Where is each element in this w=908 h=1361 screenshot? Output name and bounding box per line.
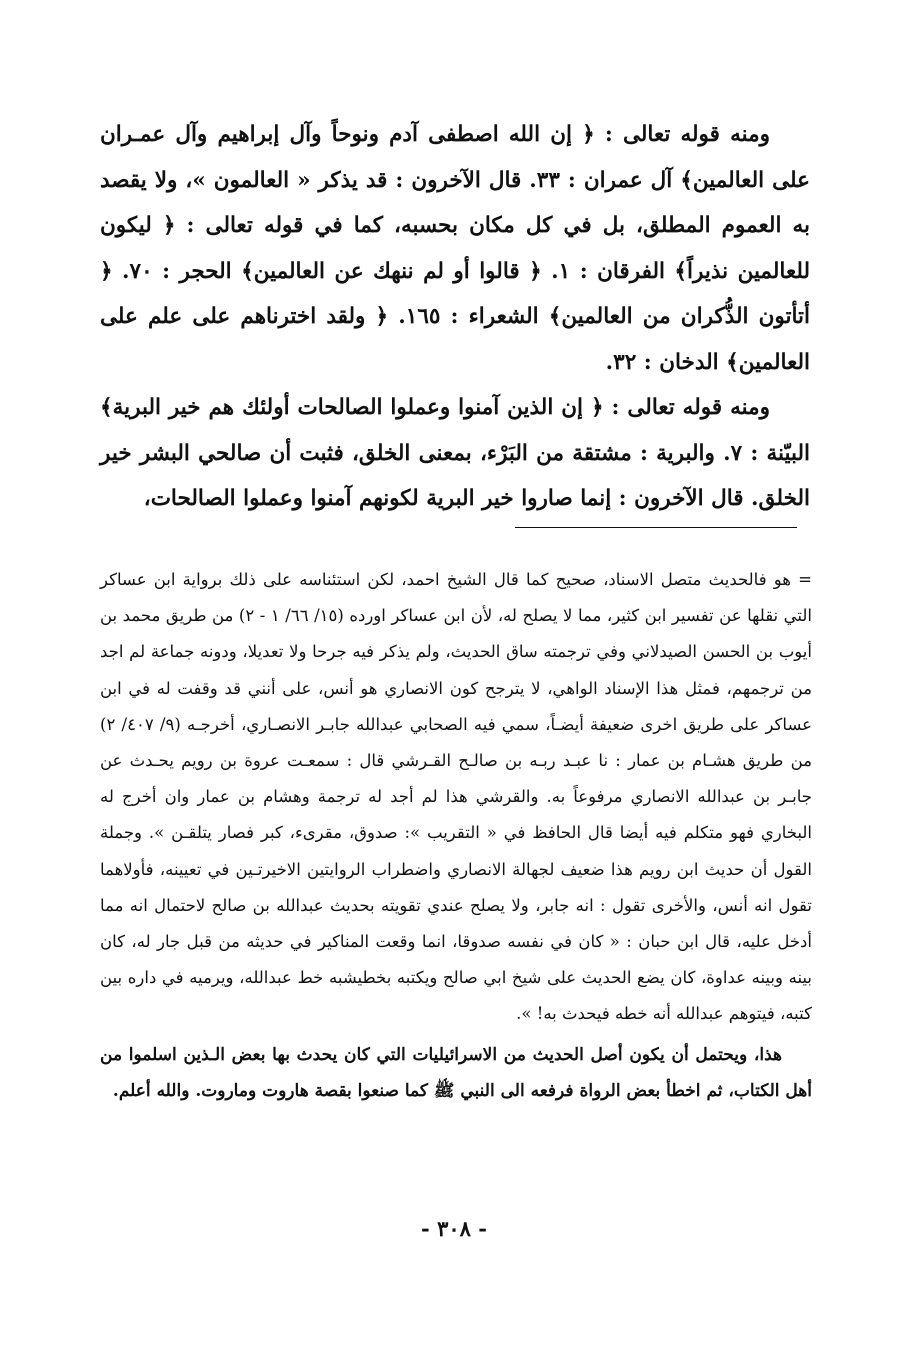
main-text-block xyxy=(100,112,810,522)
footnote-block xyxy=(100,562,812,1109)
main-paragraph-2: ومنه قوله تعالى : ﴿ إن الذين آمنوا وعملوا الصالحات أولئك هم خير البرية﴾ البيّنة : ٧. والبرية : مشتقة من البَرْء، بمعنى الخلق، فثبت أن صالحي البشر خير الخلق. قال الآخرون : إنما صاروا خير البرية لكونهم آمنوا وعملوا الصالحات، xyxy=(100,395,811,511)
page-number: - ٣٠٨ - xyxy=(421,1216,487,1241)
footnote-separator xyxy=(515,527,797,528)
footnote-paragraph-1: = هو فالحديث متصل الاسناد، صحيح كما قال الشيخ احمد، لكن استئناسه على ذلك برواية ابن عساكر التي نقلها عن تفسير ابن كثير، مما لا يصلح له، لأن ابن عساكر اورده (١٥/ ٦٦/ ١ - ٢) من طريق محمد بن أيوب بن الحسن الصيدلاني وفي ترجمته ساق الحديث، ولم يذكر فيه جرحا ولا تعديلا، ودونه جماعة لم اجد من ترجمهم، فمثل هذا الإسناد الواهي، لا يترجح كون الانصاري هو أنس، على أنني قد وقفت له في ابن عساكر على طريق اخرى ضعيفة أيضـاً، سمي فيه الصحابي عبدالله جابـر الانصـاري، أخرجـه (٩/ ٤٠٧/ ٢) من طريق هشـام بن عمار : نا عبـد ربـه بن صالـح القـرشي قال : سمعـت عروة بن رويم يحـدث عن جابـر بن عبدالله الانصاري مرفوعاً به. والقرشي هذا لم أجد له ترجمة وهشام بن عمار وان أخرج له البخاري فهو متكلم فيه أيضا قال الحافظ في « التقريب »: صدوق، مقرىء، كبر فصار يتلقـن ». وجملة القول أن حديث ابن رويم هذا ضعيف لجهالة الانصاري واضطراب الروايتين الاخيرتـين في تعيينه، فأولاهما تقول انه أنس، والأخرى تقول : انه جابر، ولا يصلح عندي تقويته بحديث عبدالله بن صالح لاحتمال انه مما أدخل عليه، قال ابن حبان : « كان في نفسه صدوقا، انما وقعت المناكير في حديثه من قبل جار له، كان بينه وبينه عداوة، كان يضع الحديث على شيخ ابي صالح ويكتبه بخطيشبه خط عبدالله، ويرميه في داره بين كتبه، فيتوهم عبدالله أنه خطه فيحدث به! ». xyxy=(100,570,813,1024)
main-paragraph-1: ومنه قوله تعالى : ﴿ إن الله اصطفى آدم ونوحاً وآل إبراهيم وآل عمـران على العالمين﴾ آل عمران : ٣٣. قال الآخرون : قد يذكر « العالمون »، ولا يقصد به العموم المطلق، بل في كل مكان بحسبه، كما في قوله تعالى : ﴿ ليكون للعالمين نذيراً﴾ الفرقان : ١. ﴿ قالوا أو لم ننهك عن العالمين﴾ الحجر : ٧٠. ﴿ أتأتون الذُّكران من العالمين﴾ الشعراء : ١٦٥. ﴿ ولقد اخترناهم على علم على العالمين﴾ الدخان : ٣٢. xyxy=(100,122,811,375)
footnote-paragraph-2: هذا، ويحتمل أن يكون أصل الحديث من الاسرائيليات التي كان يحدث بها بعض الـذين اسلموا من أهل الكتاب، ثم اخطأ بعض الرواة فرفعه الى النبي ﷺ كما صنعوا بقصة هاروت وماروت. والله أعلم. xyxy=(100,1044,812,1101)
